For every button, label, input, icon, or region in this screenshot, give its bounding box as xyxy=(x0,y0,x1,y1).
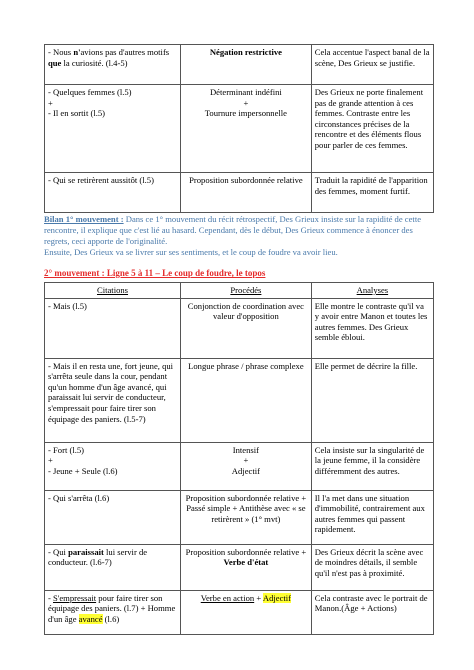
procede-text: Longue phrase / phrase complexe xyxy=(188,360,304,371)
analyse-text: Elle montre le contraste qu'il va y avoir entre Manon et toutes les autres femmes. Des Grieux semble ébloui. xyxy=(314,300,428,343)
procede-text: Proposition subordonnée relative xyxy=(189,175,303,185)
citation-bold: paraissait xyxy=(68,546,104,557)
citation-text: - Qui s'arrêta (l.6) xyxy=(48,492,110,503)
citation-cell xyxy=(45,85,181,173)
plus-sign: + xyxy=(254,592,263,603)
bilan-title: Bilan 1° mouvement : xyxy=(44,214,124,224)
procede-cell xyxy=(181,45,312,85)
procede-highlight: Adjectif xyxy=(262,592,292,603)
citation-text: la curiosité. (l.4-5) xyxy=(61,57,128,68)
analyse-text: Des Grieux ne porte finalement pas de grande attention à ces femmes. Contraste entre les circonstances précises de la rencontre et des éléments flous pour parler de ces femmes. xyxy=(314,87,424,150)
procede-text: Proposition subordonnée relative + xyxy=(185,546,307,557)
citation-cell xyxy=(45,544,181,590)
analyse-text: Traduit la rapidité de l'apparition des femmes, moment furtif. xyxy=(314,175,428,196)
analyse-cell xyxy=(311,298,433,358)
citation-text: - Jeune + Seule (l.6) xyxy=(48,465,118,476)
citation-text: - Nous xyxy=(48,47,74,57)
column-header: Analyses xyxy=(311,283,433,299)
analyse-cell xyxy=(311,442,433,490)
table-row xyxy=(45,85,434,173)
analyse-text: Des Grieux décrit la scène avec de moindres détails, il semble qu'il n'est pas à proximité. xyxy=(314,546,424,578)
procede-cell xyxy=(181,442,312,490)
plus-sign: + xyxy=(48,455,53,466)
citation-text: avions pas d'autres motifs xyxy=(80,47,170,57)
procede-bold: Verbe d'état xyxy=(223,557,269,568)
procede-cell xyxy=(181,358,312,442)
analysis-table-part2 xyxy=(44,282,434,635)
citation-text: pour faire tirer son équipage des paniers. (l.7) + Homme d'un âge xyxy=(48,592,176,624)
citation-highlight: avancé xyxy=(78,613,103,624)
procede-text: Négation restrictive xyxy=(209,47,282,57)
table-row xyxy=(45,298,434,358)
table-row xyxy=(45,544,434,590)
citation-bold: n' xyxy=(73,47,81,57)
citation-text: lui servir de conducteur. (l.6-7) xyxy=(48,546,148,568)
procede-text: Adjectif xyxy=(231,465,260,476)
analyse-cell xyxy=(311,490,433,544)
procede-text: Déterminant indéfini xyxy=(209,87,282,97)
table-row xyxy=(45,45,434,85)
bilan-text: Ensuite, Des Grieux va se livrer sur ses sentiments, et le coup de foudre va avoir lieu. xyxy=(44,247,338,257)
bilan-text: Dans ce 1° mouvement du récit rétrospectif, Des Grieux insiste sur la rapidité de cette rencontre, il explique que c'est lié au hasard. Cependant, dès le début, Des Grieux commence à énoncer des regrets, ceci apporte de l'originalité. xyxy=(44,214,422,246)
citation-cell xyxy=(45,590,181,634)
plus-sign: + xyxy=(243,97,249,108)
citation-cell xyxy=(45,442,181,490)
procede-text: Intensif xyxy=(232,444,260,455)
procede-text: Proposition subordonnée relative + Passé simple + Antithèse avec « se retirèrent » (1° mvt) xyxy=(185,492,307,524)
table-row xyxy=(45,590,434,634)
analyse-cell xyxy=(311,358,433,442)
procede-cell xyxy=(181,298,312,358)
bilan-paragraph xyxy=(44,214,434,258)
analysis-table-part1 xyxy=(44,44,434,213)
citation-cell xyxy=(45,490,181,544)
analyse-text: Cela insiste sur la singularité de la jeune femme, il la considère différemment des autres. xyxy=(314,444,425,476)
citation-text: (l.6) xyxy=(102,613,120,624)
procede-cell xyxy=(181,173,312,213)
analyse-text: Cela contraste avec le portrait de Manon.(Âge + Actions) xyxy=(314,592,428,614)
citation-text: - Qui se retirèrent aussitôt (l.5) xyxy=(48,175,154,185)
procede-text: Tournure impersonnelle xyxy=(204,108,287,119)
table-row xyxy=(45,358,434,442)
plus-sign: + xyxy=(243,455,249,466)
citation-text: - Il en sortit (l.5) xyxy=(48,108,106,119)
procede-cell xyxy=(181,544,312,590)
citation-bold: que xyxy=(48,57,62,68)
column-header: Procédés xyxy=(181,283,312,299)
section-title: 2° mouvement : Ligne 5 à 11 – Le coup de foudre, le topos xyxy=(44,268,266,278)
analyse-cell xyxy=(311,173,433,213)
analyse-cell xyxy=(311,85,433,173)
analyse-text: Cela accentue l'aspect banal de la scène, Des Grieux se justifie. xyxy=(314,47,430,68)
procede-cell xyxy=(181,85,312,173)
analyse-cell xyxy=(311,45,433,85)
citation-text: - Mais il en resta une, fort jeune, qui s'arrêta seule dans la cour, pendant qu'un homme d'un âge avancé, qui paraissait lui servir de conducteur, s'empressait pour faire tirer son équipage des paniers. (l.5-7) xyxy=(48,360,174,424)
citation-text: - Mais (l.5) xyxy=(48,300,87,311)
procede-cell xyxy=(181,590,312,634)
citation-cell xyxy=(45,173,181,213)
table-row xyxy=(45,173,434,213)
analyse-text: Elle permet de décrire la fille. xyxy=(314,360,418,371)
analyse-cell xyxy=(311,544,433,590)
procede-text: Conjonction de coordination avec valeur d'opposition xyxy=(187,300,304,322)
table-row xyxy=(45,442,434,490)
plus-sign: + xyxy=(48,97,53,108)
procede-cell xyxy=(181,490,312,544)
citation-text: - xyxy=(48,592,54,603)
table-row xyxy=(45,490,434,544)
analyse-text: Il l'a met dans une situation d'immobilité, contrairement aux autres femmes qui passent rapidement. xyxy=(314,492,425,535)
analyse-cell xyxy=(311,590,433,634)
procede-underlined: Verbe en action xyxy=(200,592,255,603)
citation-text: - Qui xyxy=(48,546,69,557)
citation-text: - Fort (l.5) xyxy=(48,444,85,455)
table-header-row xyxy=(45,283,434,299)
citation-cell xyxy=(45,45,181,85)
column-header: Citations xyxy=(45,283,181,299)
citation-underlined: S'empressait xyxy=(53,592,97,603)
citation-cell xyxy=(45,358,181,442)
citation-cell xyxy=(45,298,181,358)
citation-text: - Quelques femmes (l.5) xyxy=(48,87,132,97)
